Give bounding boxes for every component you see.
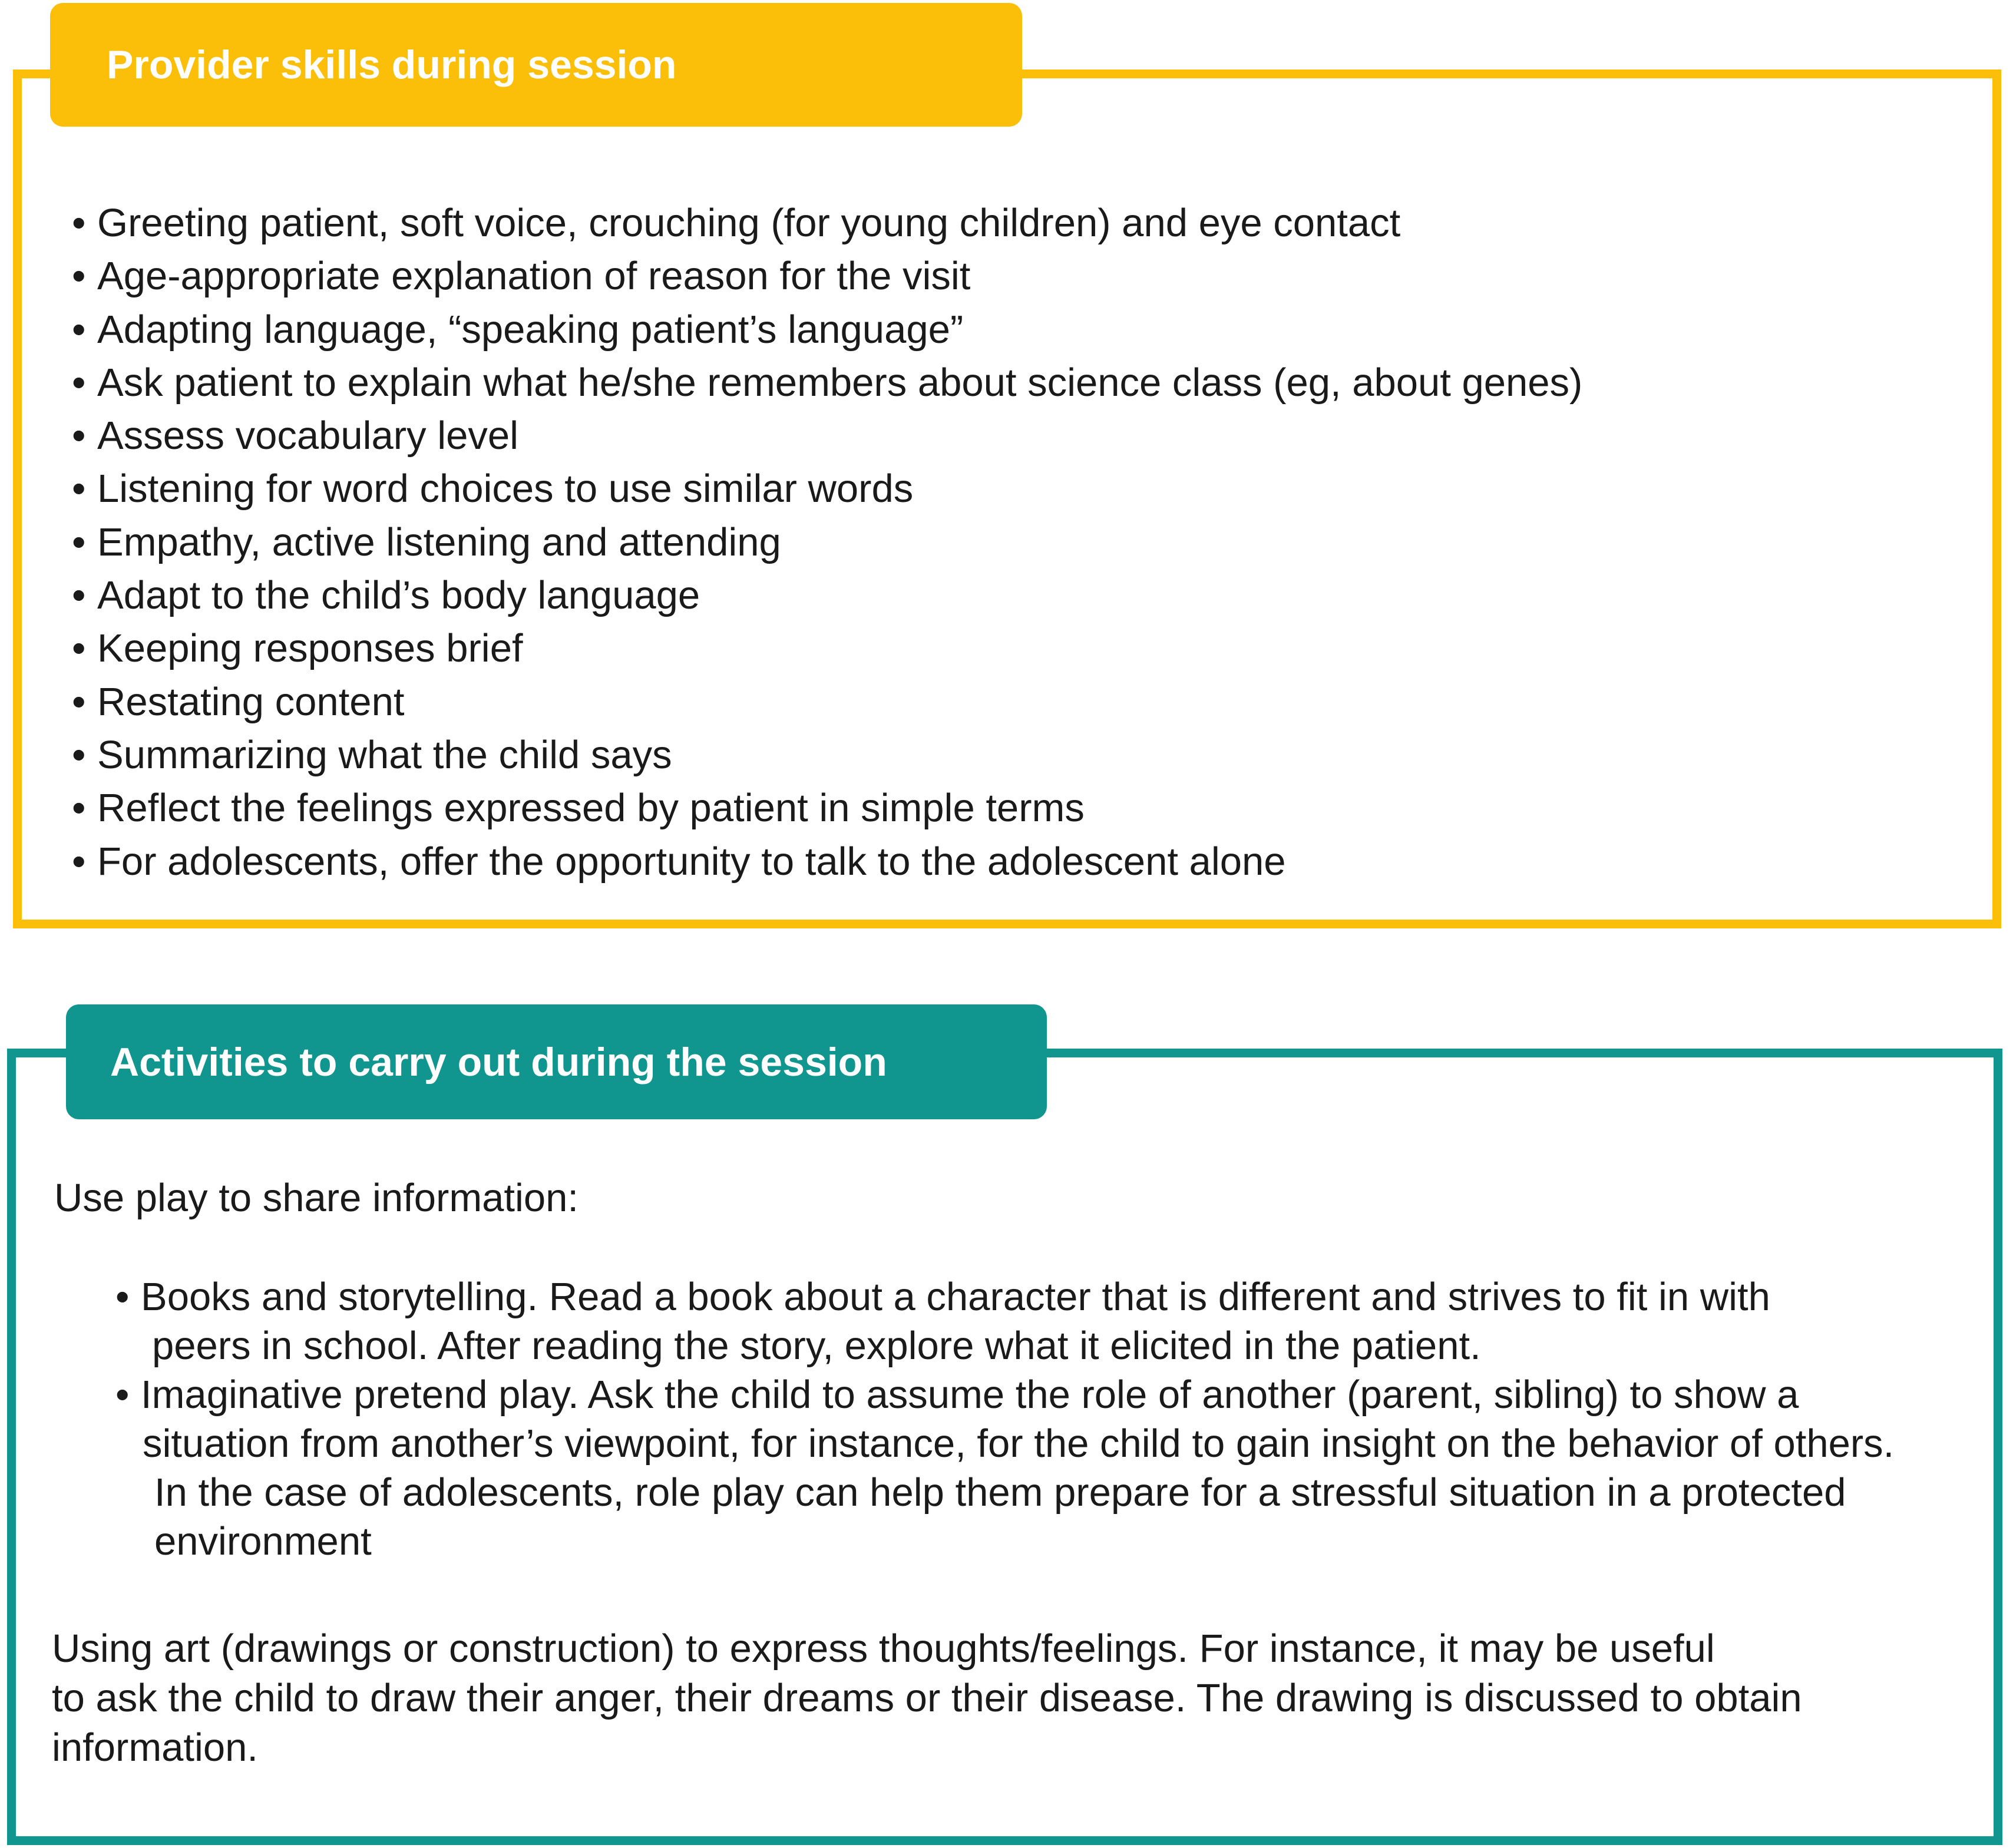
activities-list — [115, 1272, 1894, 1566]
bullet: • — [72, 626, 86, 671]
list-item-pretend-cont: situation from another’s viewpoint, for instance, for the child to gain insight on the behavior of others. — [143, 1421, 1895, 1466]
list-item: • Reflect the feelings expressed by patient in simple terms — [72, 782, 1582, 835]
provider-skills-title-text: Provider skills during session — [107, 42, 677, 87]
bullet: • — [115, 1373, 130, 1417]
list-item: • Adapt to the child’s body language — [72, 569, 1582, 622]
bullet: • — [72, 679, 86, 724]
bullet: • — [72, 201, 86, 245]
list-item: • Assess vocabulary level — [72, 409, 1582, 462]
bullet: • — [72, 307, 86, 352]
list-item: • For adolescents, offer the opportunity to talk to the adolescent alone — [72, 835, 1582, 888]
bullet: • — [115, 1275, 130, 1319]
bullet: • — [72, 520, 86, 564]
list-item: • Age-appropriate explanation of reason for the visit — [72, 250, 1582, 303]
list-item: • Keeping responses brief — [72, 622, 1582, 675]
provider-skills-list — [72, 197, 1582, 888]
bullet: • — [72, 254, 86, 299]
bullet: • — [72, 839, 86, 884]
list-item: • Listening for word choices to use similar words — [72, 462, 1582, 515]
bullet: • — [72, 786, 86, 831]
provider-skills-title — [50, 3, 1022, 127]
list-item: • Restating content — [72, 676, 1582, 729]
bullet: • — [72, 414, 86, 458]
art-line: information. — [52, 1725, 259, 1770]
activities-title-text: Activities to carry out during the session — [110, 1039, 887, 1085]
bullet: • — [72, 467, 86, 511]
art-line: to ask the child to draw their anger, their dreams or their disease. The drawing is discussed to obtain — [52, 1676, 1802, 1720]
bullet: • — [72, 732, 86, 777]
list-item: • Adapting language, “speaking patient’s language” — [72, 303, 1582, 356]
list-item-books-cont: peers in school. After reading the story, explore what it elicited in the patient. — [152, 1324, 1481, 1368]
list-item-books: • Books and storytelling. Read a book about a character that is different and strives to fit in with — [115, 1272, 1894, 1321]
activities-intro: Use play to share information: — [54, 1176, 579, 1220]
list-item: • Summarizing what the child says — [72, 729, 1582, 782]
bullet: • — [72, 360, 86, 405]
art-line: Using art (drawings or construction) to express thoughts/feelings. For instance, it may be useful — [52, 1626, 1715, 1671]
art-paragraph — [52, 1624, 1802, 1773]
list-item-pretend: • Imaginative pretend play. Ask the child to assume the role of another (parent, sibling) to show a — [115, 1370, 1894, 1419]
list-item-pretend-cont: environment — [154, 1519, 372, 1563]
list-item: • Empathy, active listening and attending — [72, 516, 1582, 569]
bullet: • — [72, 573, 86, 618]
activities-title — [66, 1004, 1047, 1119]
list-item-pretend-cont: In the case of adolescents, role play can help them prepare for a stressful situation in a protected — [154, 1470, 1846, 1515]
list-item: • Greeting patient, soft voice, crouching (for young children) and eye contact — [72, 197, 1582, 250]
list-item: • Ask patient to explain what he/she remembers about science class (eg, about genes) — [72, 356, 1582, 409]
